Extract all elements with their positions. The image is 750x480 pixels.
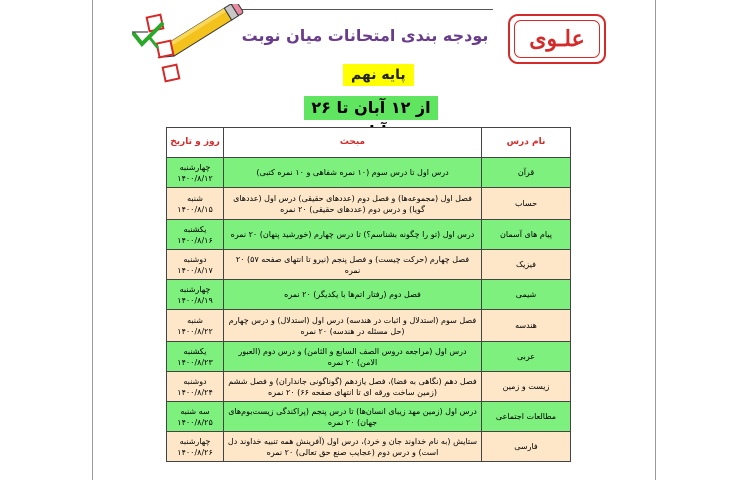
- date-label: ۱۴۰۰/۸/۲۵: [177, 417, 213, 427]
- topic-cell: درس اول (زمین مهد زیبای انسان‌ها) تا درس پنجم (پراکندگی زیست‌بوم‌های جهان) ۲۰ نمره: [224, 402, 482, 432]
- subject-cell: زیست و زمین: [482, 372, 571, 402]
- topic-cell: ستایش (به نام خداوند جان و خرد)، درس اول (آفرینش همه تنبیه خداوند دل است) و درس دوم (عجایب صنع حق تعالی) ۲۰ نمره: [224, 432, 482, 462]
- subject-cell: پیام های آسمان: [482, 220, 571, 250]
- logo-text: علـوی: [514, 20, 600, 58]
- topic-cell: فصل دوم (رفتار اتم‌ها با یکدیگر) ۲۰ نمره: [224, 280, 482, 310]
- subject-cell: مطالعات اجتماعی: [482, 402, 571, 432]
- date-cell: [167, 372, 224, 402]
- date-label: ۱۴۰۰/۸/۱۲: [177, 173, 213, 183]
- pencil-checklist-icon: [128, 4, 248, 92]
- header-topic: مبحث: [224, 128, 482, 158]
- date-cell: [167, 158, 224, 188]
- date-cell: [167, 188, 224, 220]
- day-label: شنبه: [187, 193, 203, 203]
- subject-cell: فارسی: [482, 432, 571, 462]
- topic-cell: فصل چهارم (حرکت چیست) و فصل پنجم (نیرو تا انتهای صفحه ۵۷) ۲۰ نمره: [224, 250, 482, 280]
- table-row: [167, 342, 571, 372]
- date-label: ۱۴۰۰/۸/۱۹: [177, 295, 213, 305]
- table-row: [167, 310, 571, 342]
- day-label: دوشنبه: [183, 376, 207, 386]
- day-label: سه شنبه: [180, 406, 210, 416]
- table-row: [167, 250, 571, 280]
- date-cell: [167, 310, 224, 342]
- date-label: ۱۴۰۰/۸/۱۷: [177, 265, 213, 275]
- topic-cell: فصل اول (مجموعه‌ها) و فصل دوم (عددهای حقیقی) درس اول (عددهای گویا) و درس دوم (عددهای حقیقی) ۲۰ نمره: [224, 188, 482, 220]
- subject-cell: قرآن: [482, 158, 571, 188]
- school-logo: [508, 14, 606, 64]
- date-label: ۱۴۰۰/۸/۲۴: [177, 387, 213, 397]
- topic-cell: فصل دهم (نگاهی به فضا)، فصل یازدهم (گوناگونی جانداران) و فصل ششم (زمین ساخت ورقه ای تا انتهای صفحه ۶۶) ۲۰ نمره: [224, 372, 482, 402]
- date-label: ۱۴۰۰/۸/۲۳: [177, 357, 213, 367]
- page-border-left: [92, 0, 93, 480]
- date-cell: [167, 432, 224, 462]
- day-label: چهارشنبه: [179, 162, 211, 172]
- date-cell: [167, 402, 224, 432]
- table-row: [167, 402, 571, 432]
- date-cell: [167, 280, 224, 310]
- day-label: یکشنبه: [183, 346, 207, 356]
- date-cell: [167, 250, 224, 280]
- topic-cell: درس اول تا درس سوم (۱۰ نمره شفاهی و ۱۰ نمره کتبی): [224, 158, 482, 188]
- table-row: [167, 220, 571, 250]
- subject-cell: شیمی: [482, 280, 571, 310]
- day-label: چهارشنبه: [179, 284, 211, 294]
- date-label: ۱۴۰۰/۸/۲۶: [177, 447, 213, 457]
- header-date: روز و تاریخ: [167, 128, 224, 158]
- grade-label: پایه نهم: [343, 64, 414, 86]
- exam-schedule-table: [166, 127, 571, 462]
- top-rule: [238, 9, 493, 10]
- subject-cell: عربی: [482, 342, 571, 372]
- date-cell: [167, 220, 224, 250]
- date-label: ۱۴۰۰/۸/۱۶: [177, 235, 213, 245]
- date-label: ۱۴۰۰/۸/۲۲: [177, 326, 213, 336]
- table-row: [167, 432, 571, 462]
- day-label: چهارشنبه: [179, 436, 211, 446]
- subject-cell: حساب: [482, 188, 571, 220]
- day-label: یکشنبه: [183, 224, 207, 234]
- date-label: ۱۴۰۰/۸/۱۵: [177, 204, 213, 214]
- header-subject: نام درس: [482, 128, 571, 158]
- topic-cell: درس اول (مراجعه دروس الصف السابع و الثامن) و درس دوم (العبور الامن) ۲۰ نمره: [224, 342, 482, 372]
- subject-cell: هندسه: [482, 310, 571, 342]
- day-label: دوشنبه: [183, 254, 207, 264]
- page-border-right: [655, 0, 656, 480]
- day-label: شنبه: [187, 315, 203, 325]
- date-range-label: از ۱۲ آبان تا ۲۶: [304, 96, 438, 120]
- table-row: [167, 158, 571, 188]
- table-row: [167, 188, 571, 220]
- subject-cell: فیزیک: [482, 250, 571, 280]
- table-header-row: [167, 128, 571, 158]
- topic-cell: درس اول (تو را چگونه بشناسم؟) تا درس چهارم (خورشید پنهان) ۲۰ نمره: [224, 220, 482, 250]
- table-row: [167, 372, 571, 402]
- table-row: [167, 280, 571, 310]
- date-cell: [167, 342, 224, 372]
- topic-cell: فصل سوم (استدلال و اثبات در هندسه) درس اول (استدلال) و درس چهارم (حل مسئله در هندسه) ۲۰ نمره: [224, 310, 482, 342]
- page-title: بودجه بندی امتحانات میان نوبت: [241, 26, 489, 45]
